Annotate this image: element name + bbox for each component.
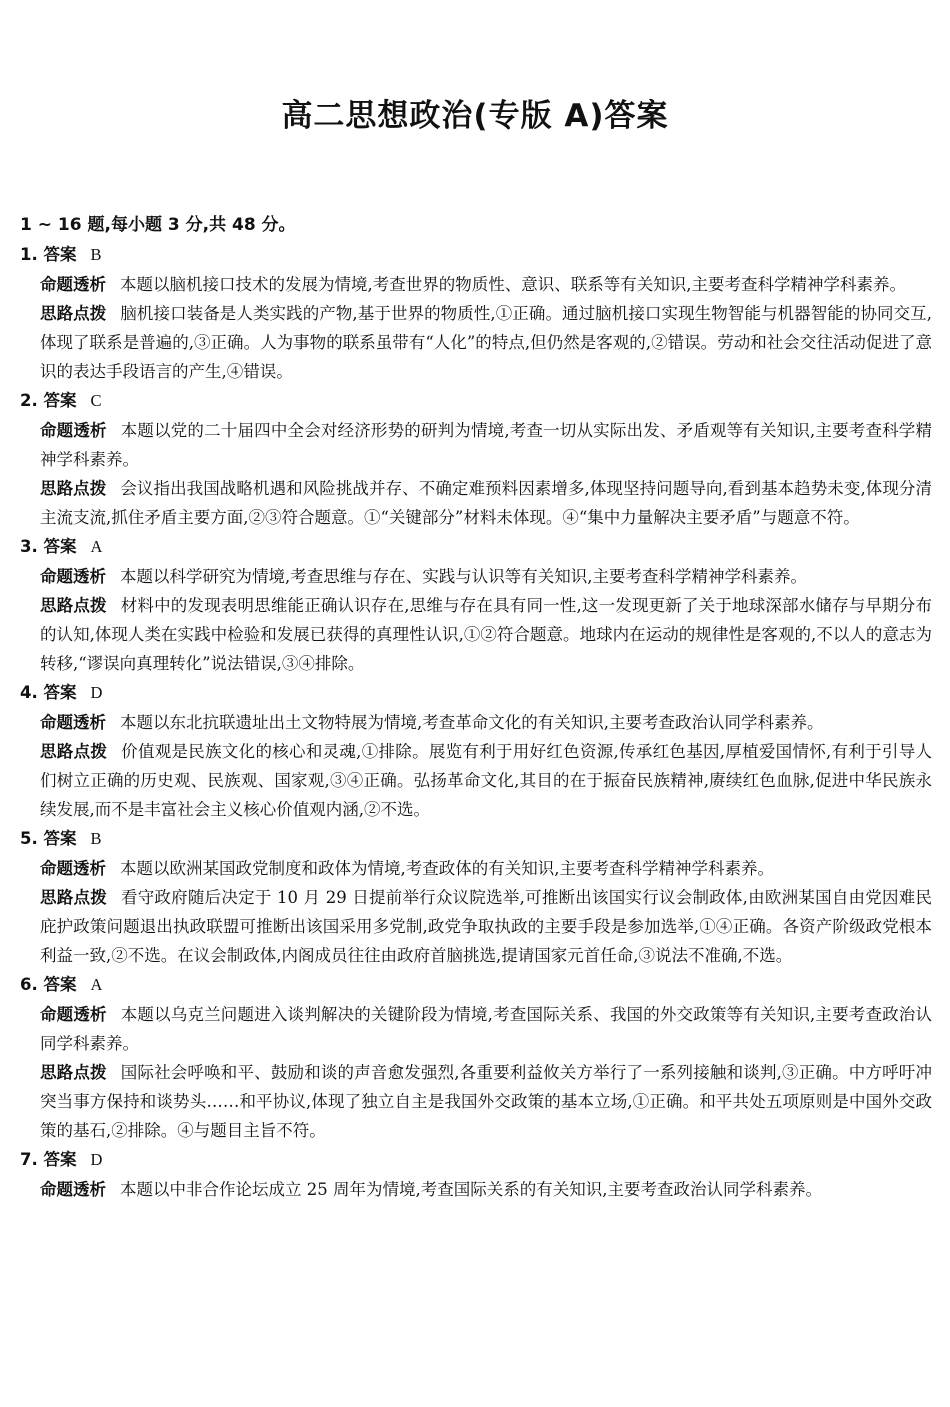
analysis-label: 命题透析 — [40, 1005, 107, 1024]
analysis-label: 命题透析 — [40, 275, 106, 294]
question-block — [20, 1145, 932, 1204]
hint-text: 脑机接口装备是人类实践的产物,基于世界的物质性,①正确。通过脑机接口实现生物智能与机器智能的协同交互,体现了联系是普遍的,③正确。人为事物的联系虽带有“人化”的特点,但仍然是客观的,②错误。劳动和社会交往活动促进了意识的表达手段语言的产生,④错误。 — [40, 304, 932, 381]
analysis-text: 本题以脑机接口技术的发展为情境,考查世界的物质性、意识、联系等有关知识,主要考查科学精神学科素养。 — [120, 275, 906, 294]
analysis-paragraph — [40, 708, 932, 737]
analysis-paragraph — [40, 1000, 932, 1058]
question-block — [20, 678, 932, 824]
analysis-paragraph — [40, 854, 932, 883]
analysis-text: 本题以欧洲某国政党制度和政体为情境,考查政体的有关知识,主要考查科学精神学科素养。 — [120, 859, 774, 878]
answer-letter: A — [90, 975, 103, 994]
hint-paragraph — [40, 474, 932, 532]
answer-label: 3. 答案 — [20, 537, 77, 556]
hint-paragraph — [40, 737, 932, 824]
analysis-text: 本题以中非合作论坛成立 25 周年为情境,考查国际关系的有关知识,主要考查政治认同学科素养。 — [120, 1180, 822, 1199]
answer-letter: B — [90, 245, 102, 264]
hint-label: 思路点拨 — [40, 479, 107, 498]
hint-paragraph — [40, 1058, 932, 1145]
analysis-label: 命题透析 — [40, 859, 106, 878]
hint-text: 国际社会呼唤和平、鼓励和谈的声音愈发强烈,各重要利益攸关方举行了一系列接触和谈判,③正确。中方呼吁冲突当事方保持和谈势头……和平协议,体现了独立自主是我国外交政策的基本立场,①正确。和平共处五项原则是中国外交政策的基石,②排除。④与题目主旨不符。 — [40, 1063, 932, 1140]
hint-text: 材料中的发现表明思维能正确认识存在,思维与存在具有同一性,这一发现更新了关于地球深部水储存与早期分布的认知,体现人类在实践中检验和发展已获得的真理性认识,①②符合题意。地球内在运动的规律性是客观的,不以人的意志为转移,“谬误向真理转化”说法错误,③④排除。 — [40, 596, 932, 673]
analysis-label: 命题透析 — [40, 421, 107, 440]
analysis-label: 命题透析 — [40, 713, 106, 732]
hint-text: 价值观是民族文化的核心和灵魂,①排除。展览有利于用好红色资源,传承红色基因,厚植爱国情怀,有利于引导人们树立正确的历史观、民族观、国家观,③④正确。弘扬革命文化,其目的在于振奋民族精神,赓续红色血脉,促进中华民族永续发展,而不是丰富社会主义核心价值观内涵,②不选。 — [40, 742, 933, 819]
page-title: 高二思想政治(专版 A)答案 — [281, 98, 669, 134]
answer-line — [20, 970, 932, 1000]
analysis-text: 本题以乌克兰问题进入谈判解决的关键阶段为情境,考查国际关系、我国的外交政策等有关知识,主要考查政治认同学科素养。 — [40, 1005, 932, 1053]
question-block — [20, 386, 932, 532]
answer-line — [20, 824, 932, 854]
scoring-intro: 1 ~ 16 题,每小题 3 分,共 48 分。 — [20, 215, 296, 235]
answer-letter: D — [90, 683, 103, 702]
analysis-text: 本题以科学研究为情境,考查思维与存在、实践与认识等有关知识,主要考查科学精神学科素养。 — [120, 567, 807, 586]
analysis-paragraph — [40, 562, 932, 591]
hint-label: 思路点拨 — [40, 742, 108, 761]
answer-letter: D — [90, 1150, 103, 1169]
question-list — [20, 240, 932, 1204]
hint-paragraph — [40, 299, 932, 386]
hint-text: 看守政府随后决定于 10 月 29 日提前举行众议院选举,可推断出该国实行议会制政体,由欧洲某国自由党因难民庇护政策问题退出执政联盟可推断出该国采用多党制,政党争取执政的主要手段是参加选举,①④正确。各资产阶级政党根本利益一致,②不选。在议会制政体,内阁成员往往由政府首脑挑选,提请国家元首任命,③说法不准确,不选。 — [40, 888, 932, 965]
answer-label: 2. 答案 — [20, 391, 77, 410]
answer-content — [20, 210, 932, 1204]
analysis-paragraph — [40, 270, 932, 299]
question-block — [20, 970, 932, 1145]
question-block — [20, 240, 932, 386]
hint-paragraph — [40, 591, 932, 678]
question-block — [20, 532, 932, 678]
answer-letter: A — [90, 537, 103, 556]
answer-label: 5. 答案 — [20, 829, 77, 848]
answer-label: 4. 答案 — [20, 683, 77, 702]
answer-letter: C — [90, 391, 102, 410]
analysis-paragraph — [40, 1175, 932, 1204]
hint-label: 思路点拨 — [40, 888, 107, 907]
analysis-label: 命题透析 — [40, 567, 106, 586]
hint-label: 思路点拨 — [40, 304, 107, 323]
answer-label: 7. 答案 — [20, 1150, 77, 1169]
hint-label: 思路点拨 — [40, 596, 107, 615]
question-block — [20, 824, 932, 970]
analysis-text: 本题以东北抗联遗址出土文物特展为情境,考查革命文化的有关知识,主要考查政治认同学科素养。 — [120, 713, 824, 732]
answer-label: 6. 答案 — [20, 975, 77, 994]
answer-line — [20, 386, 932, 416]
answer-label: 1. 答案 — [20, 245, 77, 264]
analysis-text: 本题以党的二十届四中全会对经济形势的研判为情境,考查一切从实际出发、矛盾观等有关知识,主要考查科学精神学科素养。 — [40, 421, 932, 469]
analysis-label: 命题透析 — [40, 1180, 106, 1199]
hint-label: 思路点拨 — [40, 1063, 107, 1082]
answer-line — [20, 1145, 932, 1175]
answer-line — [20, 240, 932, 270]
hint-text: 会议指出我国战略机遇和风险挑战并存、不确定难预料因素增多,体现坚持问题导向,看到基本趋势未变,体现分清主流支流,抓住矛盾主要方面,②③符合题意。①“关键部分”材料未体现。④“集中力量解决主要矛盾”与题意不符。 — [40, 479, 932, 527]
answer-letter: B — [90, 829, 102, 848]
answer-line — [20, 532, 932, 562]
analysis-paragraph — [40, 416, 932, 474]
hint-paragraph — [40, 883, 932, 970]
answer-line — [20, 678, 932, 708]
